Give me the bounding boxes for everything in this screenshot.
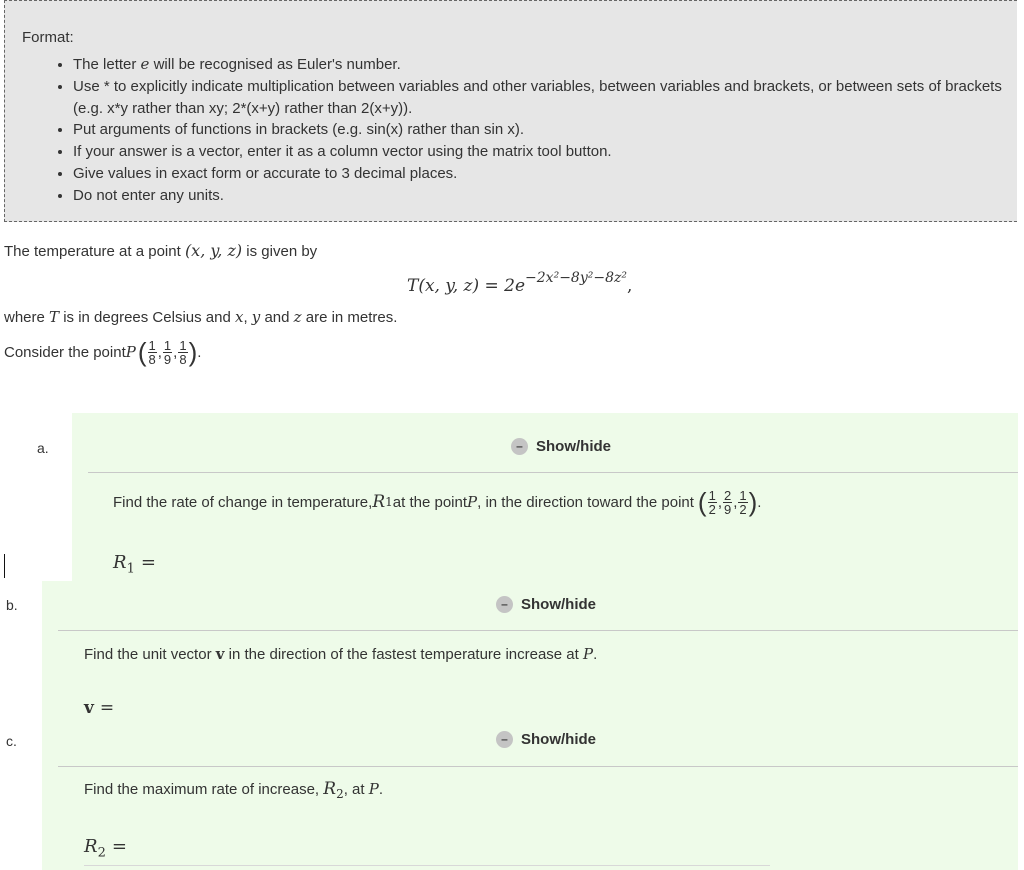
- format-item-units: • Do not enter any units.: [73, 185, 1023, 207]
- part-b-toggle-label[interactable]: Show/hide: [521, 596, 596, 613]
- format-item-multiplication: • Use * to explicitly indicate multiplication between variables and other variables, between variables and brackets, or between sets of brackets (e.g. x*y rather than xy; 2*(x+y) rather than 2(x+y)).: [73, 76, 1023, 120]
- part-c-divider: [58, 766, 1018, 767]
- part-c-bottom-rule: [84, 865, 770, 866]
- temperature-equation: T(x, y, $z) = 2e^{-2x^2-8y^2-8z^2}$,: [407, 270, 633, 296]
- part-c-answer-label: $R_2$ =: [84, 836, 127, 861]
- part-b-answer-label: v =: [84, 698, 115, 718]
- format-instructions-box: [4, 0, 1017, 222]
- part-c-toggle[interactable]: [496, 731, 596, 748]
- collapse-icon[interactable]: –: [496, 731, 513, 748]
- part-a-toggle[interactable]: [511, 438, 611, 455]
- format-item-precision: • Give values in exact form or accurate to 3 decimal places.: [73, 163, 1023, 185]
- format-item-brackets: • Put arguments of functions in brackets (e.g. sin(x) rather than sin x).: [73, 119, 1023, 141]
- part-b-question: Find the unit vector v in the direction of the fastest temperature increase at P.: [84, 645, 598, 663]
- part-a-question: Find the rate of change in temperature, R 1 at the point P , in the direction toward the point ( $\frac{1}{2}$ , $\frac{2}{9}$ , $\frac{1}{2}$ ) .: [113, 486, 762, 517]
- target-point-x: $\frac{1}{2}$: [708, 487, 716, 517]
- problem-consider-point: Consider the point P ( $\frac{1}{8}$ , $\frac{1}{9}$ , $\frac{1}{8}$ ) .: [4, 336, 202, 367]
- format-title: Format:: [22, 29, 74, 46]
- format-list: [53, 54, 1023, 207]
- part-a-answer-label: $R_1$ =: [113, 552, 156, 577]
- part-b-toggle[interactable]: [496, 596, 596, 613]
- collapse-icon[interactable]: –: [496, 596, 513, 613]
- format-item-vector: • If your answer is a vector, enter it as a column vector using the matrix tool button.: [73, 141, 1023, 163]
- target-point-y: $\frac{2}{9}$: [723, 487, 732, 517]
- format-item-euler: • The letter e will be recognised as Euler's number.: [73, 54, 1023, 76]
- part-b-divider: [58, 630, 1018, 631]
- part-c-label: c.: [6, 733, 17, 749]
- collapse-icon[interactable]: –: [511, 438, 528, 455]
- problem-where: where T is in degrees Celsius and x, y and z are in metres.: [4, 308, 398, 326]
- point-p-z: $\frac{1}{8}$: [179, 337, 187, 367]
- point-p-y: $\frac{1}{9}$: [163, 337, 172, 367]
- point-p-x: $\frac{1}{8}$: [148, 337, 156, 367]
- target-point-z: $\frac{1}{2}$: [739, 487, 747, 517]
- part-a-divider: [88, 472, 1018, 473]
- text-cursor: [4, 554, 5, 578]
- part-c-question: Find the maximum rate of increase, $R_2$, at P.: [84, 779, 383, 802]
- part-b-label: b.: [6, 597, 18, 613]
- problem-intro: The temperature at a point (x, y, z) is given by: [4, 241, 318, 260]
- part-a-label: a.: [37, 440, 49, 456]
- part-c-toggle-label[interactable]: Show/hide: [521, 731, 596, 748]
- part-a-toggle-label[interactable]: Show/hide: [536, 438, 611, 455]
